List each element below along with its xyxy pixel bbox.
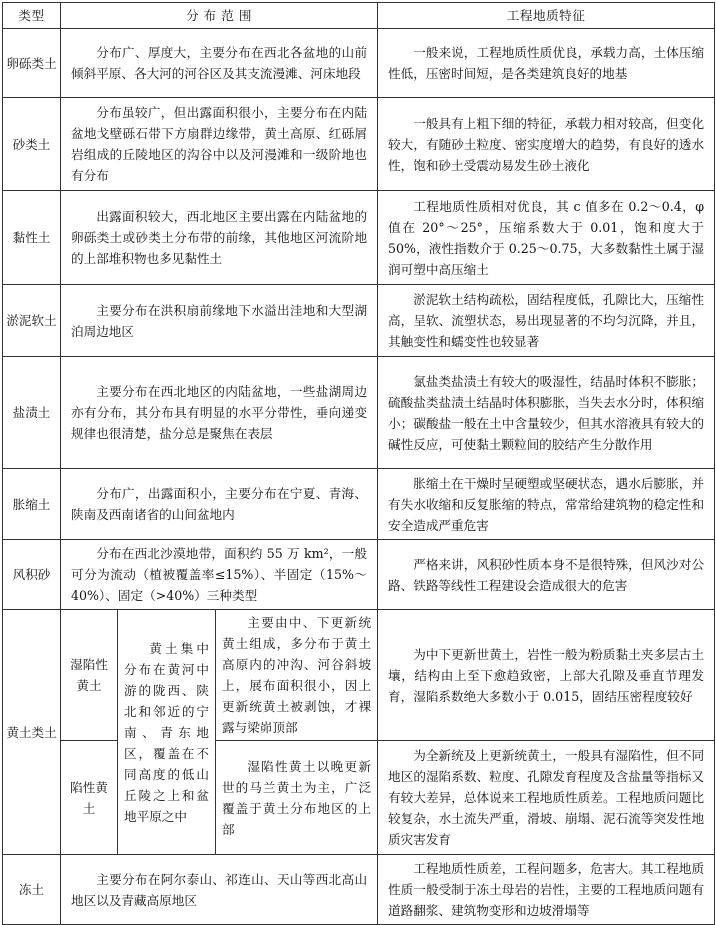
soil-type: 冻土	[3, 855, 61, 925]
table-row	[3, 29, 715, 98]
soil-type: 黄土类土	[3, 610, 61, 855]
table-row	[3, 540, 715, 610]
header-type: 类型	[3, 3, 61, 29]
distribution-cell: 主要由中、下更新统黄土组成，多分布于黄土高原内的冲沟、河谷斜坡上，展布面积很小，因上更新统黄土被剥蚀，才裸露与梁峁顶部	[216, 610, 378, 741]
distribution-cell: 分布广、厚度大，主要分布在西北各盆地的山前倾斜平原、各大河的河谷区及其支流漫滩、河床地段	[61, 29, 378, 98]
distribution-cell: 分布虽较广，但出露面积很小，主要分布在内陆盆地戈壁砾石带下方扇群边缘带，黄土高原、红砾屑岩组成的丘陵地区的沟谷中以及河漫滩和一级阶地也有分布	[61, 98, 378, 191]
soil-type: 黏性土	[3, 191, 61, 285]
feature-cell: 淤泥软土结构疏松，固结程度低，孔隙比大，压缩性高，呈软、流塑状态，易出现显著的不均匀沉降，并且，其触变性和蠕变性也较显著	[378, 285, 715, 357]
distribution-cell: 分布在西北沙漠地带，面积约 55 万 km²，一般可分为流动（植被覆盖率≤15%）、半固定（15%～40%）、固定（>40%）三种类型	[61, 540, 378, 610]
soil-type: 风积砂	[3, 540, 61, 610]
soil-type: 盐渍土	[3, 357, 61, 469]
soil-engineering-geology-table	[2, 2, 715, 925]
table-row	[3, 357, 715, 469]
distribution-cell: 出露面积较大，西北地区主要出露在内陆盆地的卵砾类土或砂类土分布带的前缘，其他地区河流阶地的上部堆积物也多见黏性土	[61, 191, 378, 285]
feature-cell: 为中下更新世黄土，岩性一般为粉质黏土夹多层古土壤，结构由上至下愈趋致密，上部大孔隙及垂直节理发育，湿陷系数绝大多数小于 0.015，固结压密程度较好	[378, 610, 715, 741]
soil-type: 胀缩土	[3, 469, 61, 540]
distribution-cell: 主要分布在西北地区的内陆盆地，一些盐湖周边亦有分布，其分布具有明显的水平分带性，垂向递变规律也很清楚，盐分总是聚焦在表层	[61, 357, 378, 469]
soil-type: 砂类土	[3, 98, 61, 191]
soil-type: 卵砾类土	[3, 29, 61, 98]
table-row	[3, 98, 715, 191]
table-row	[3, 855, 715, 925]
table-row	[3, 285, 715, 357]
feature-cell: 为全新统及上更新统黄土，一般具有湿陷性，但不同地区的湿陷系数、粒度、孔隙发育程度及含盐量等指标又有较大差异，总体说来工程地质性质差。工程地质问题比较复杂，水土流失严重，滑坡、崩塌、泥石流等突发性地质灾害发育	[378, 741, 715, 855]
loess-subtype-name: 陷性黄土	[61, 741, 118, 855]
header-feature: 工程地质特征	[378, 3, 715, 29]
feature-cell: 氯盐类盐渍土有较大的吸湿性，结晶时体积不膨胀；硫酸盐类盐渍土结晶时体积膨胀，当失去水分时，体积缩小；碳酸盐一般在土中含量较少，但其水溶液具有较大的碱性反应，可使黏土颗粒间的胶结产生分散作用	[378, 357, 715, 469]
table-row	[3, 191, 715, 285]
distribution-cell: 主要分布在阿尔泰山、祁连山、天山等西北高山地区以及青藏高原地区	[61, 855, 378, 925]
header-row	[3, 3, 715, 29]
feature-cell: 一般来说，工程地质性质优良，承载力高，土体压缩性低，压密时间短，是各类建筑良好的地基	[378, 29, 715, 98]
soil-type: 淤泥软土	[3, 285, 61, 357]
distribution-cell: 湿陷性黄土以晚更新世的马兰黄土为主，广泛覆盖于黄土分布地区的上部	[216, 741, 378, 855]
loess-subtype-name: 湿陷性黄土	[61, 610, 118, 741]
feature-cell: 工程地质性质差，工程问题多，危害大。其工程地质性质一般受制于冻土母岩的岩性，主要的工程地质问题有道路翻浆、建筑物变形和边坡滑塌等	[378, 855, 715, 925]
loess-row-collapsible	[3, 741, 715, 855]
loess-common-distribution: 黄土集中分布在黄河中游的陇西、陕北和邻近的宁南、青东地区，覆盖在不同高度的低山丘陵之上和盆地平原之中	[118, 610, 216, 855]
table-row	[3, 469, 715, 540]
header-distribution: 分 布 范 围	[61, 3, 378, 29]
loess-row-collapsible	[3, 610, 715, 741]
distribution-cell: 主要分布在洪积扇前缘地下水溢出洼地和大型湖泊周边地区	[61, 285, 378, 357]
feature-cell: 工程地质性质相对优良，其 c 值多在 0.2～0.4，φ 值在 20°～25°，压缩系数大于 0.01，饱和度大于 50%，液性指数介于 0.25～0.75，大多数黏性土属于湿润可塑中高压缩土	[378, 191, 715, 285]
feature-cell: 严格来讲，风积砂性质本身不是很特殊，但风沙对公路、铁路等线性工程建设会造成很大的危害	[378, 540, 715, 610]
distribution-cell: 分布广，出露面积小，主要分布在宁夏、青海、陕南及西南诸省的山间盆地内	[61, 469, 378, 540]
feature-cell: 胀缩土在干燥时呈硬塑或坚硬状态，遇水后膨胀，并有失水收缩和反复胀缩的特点，常常给建筑物的稳定性和安全造成严重危害	[378, 469, 715, 540]
feature-cell: 一般具有上粗下细的特征，承载力相对较高，但变化较大，有随砂土粒度、密实度增大的趋势，有良好的透水性，饱和砂土受震动易发生砂土液化	[378, 98, 715, 191]
